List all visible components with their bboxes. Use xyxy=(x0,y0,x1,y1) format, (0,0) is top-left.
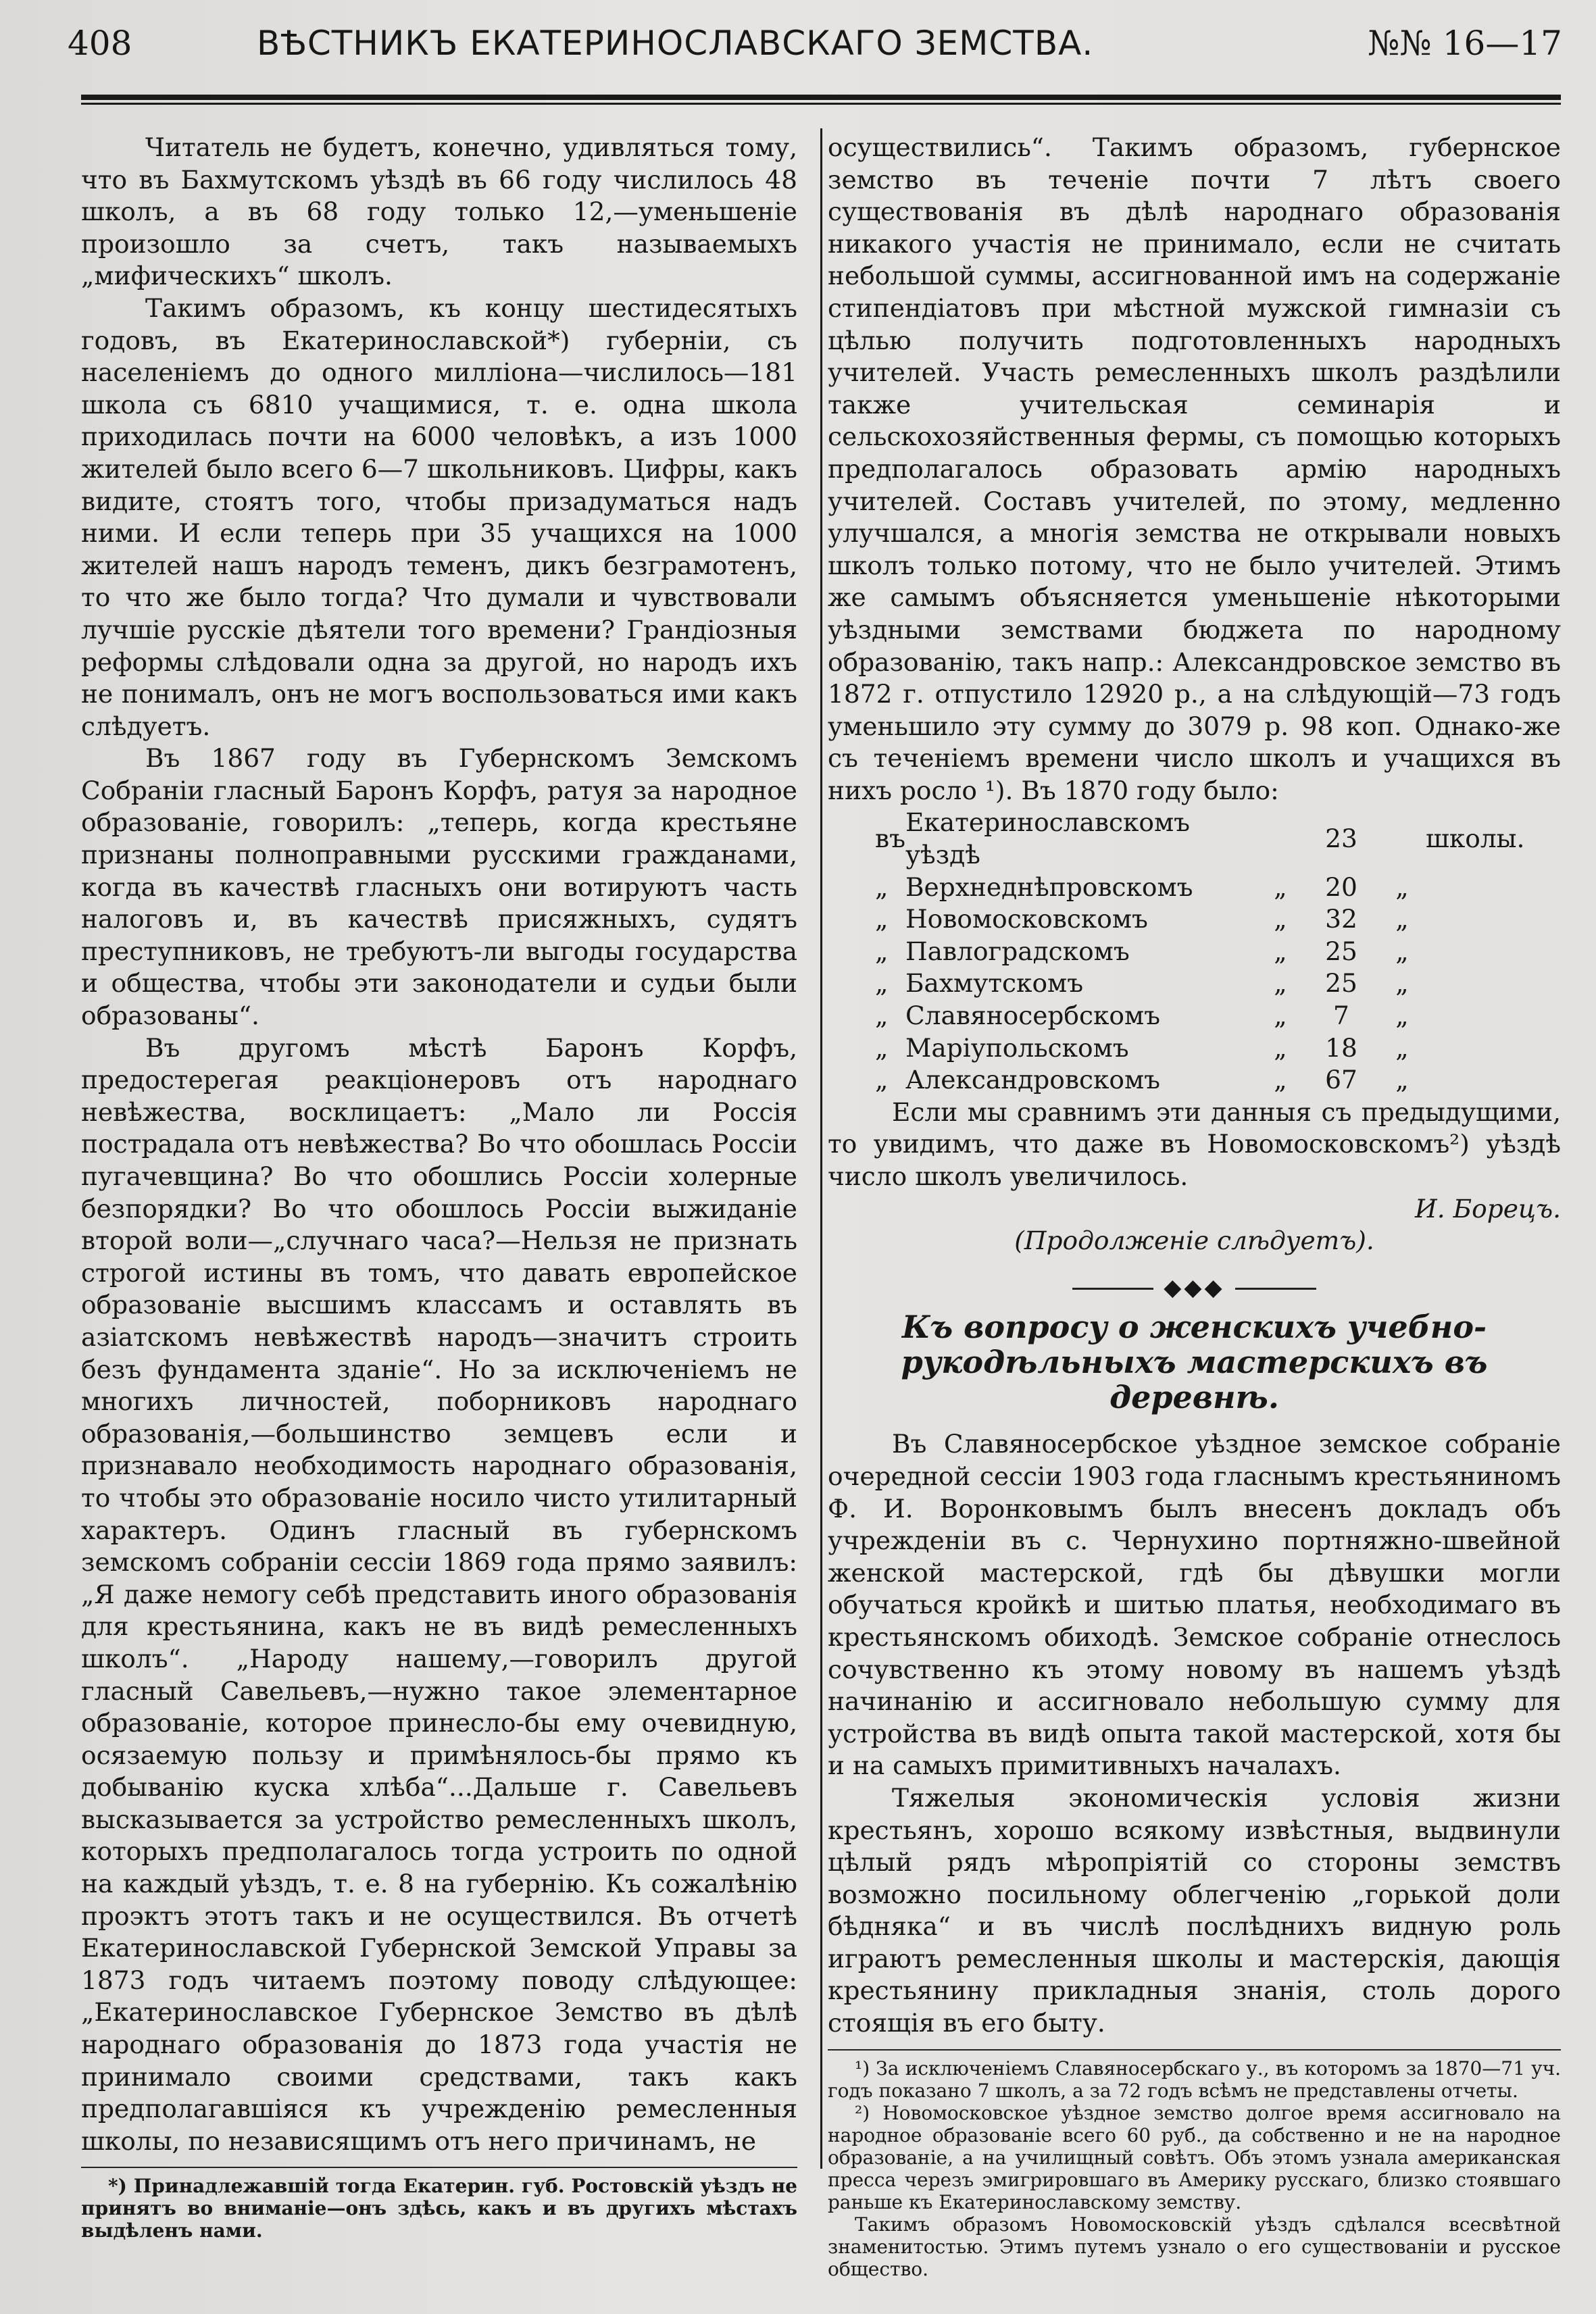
header-rule-thin xyxy=(81,103,1561,105)
table-cell-q2: „ xyxy=(1395,1032,1409,1063)
table-cell-num: 32 xyxy=(1325,904,1357,934)
table-cell-num: 67 xyxy=(1325,1065,1357,1095)
table-cell-name: Верхнеднѣпровскомъ xyxy=(905,872,1193,902)
ornament-divider xyxy=(828,1272,1561,1305)
table-cell-name: Павлоградскомъ xyxy=(905,936,1130,966)
paragraph: Если мы сравнимъ эти данныя съ предыдущими, то увидимъ, что даже въ Новомосковскомъ²) уѣздѣ число школъ увеличилось. xyxy=(828,1097,1561,1191)
footnote-rule xyxy=(828,2049,1561,2051)
header-rule xyxy=(81,95,1561,100)
table-row xyxy=(875,903,1524,936)
footnote: ¹) За исключеніемъ Славяносербскаго у., въ которомъ за 1870—71 уч. годъ показано 7 школъ, а за 72 годъ всѣмъ не представлены отчеты. xyxy=(828,2057,1561,2102)
table-cell-q1: „ xyxy=(1274,904,1287,934)
table-cell-name: Бахмутскомъ xyxy=(905,968,1084,999)
paragraph: Въ 1867 году въ Губернскомъ Земскомъ Собраніи гласный Баронъ Корфъ, ратуя за народное образованіе, говорилъ: „теперь, когда крестьяне признаны полноправными русскими гражданами, когда въ качествѣ гласныхъ они вотируютъ часть налоговъ и, въ качествѣ присяжныхъ, судятъ преступниковъ, не требуютъ-ли выгоды государства и общества, чтобы эти законодатели и судьи были образованы“. xyxy=(81,743,797,1031)
table-cell-q1: „ xyxy=(1274,1032,1287,1063)
table-row xyxy=(875,872,1524,904)
column-divider xyxy=(820,128,822,2169)
table-row xyxy=(875,807,1524,871)
table-cell-q1: „ xyxy=(1274,1001,1287,1031)
table-cell-name: Александровскомъ xyxy=(905,1065,1161,1095)
footnote-rule xyxy=(81,2167,797,2168)
page-number: 408 xyxy=(68,24,132,63)
table-cell-num: 18 xyxy=(1325,1032,1357,1063)
table-cell-name: Славяносербскомъ xyxy=(905,1001,1161,1031)
table-cell-q1: „ xyxy=(1274,936,1287,966)
paragraph: Такимъ образомъ, къ концу шестидесятыхъ годовъ, въ Екатеринославской*) губерніи, съ населеніемъ до одного милліона—числилось—181 школа съ 6810 учащимися, т. е. одна школа приходилась почти на 6000 человѣкъ, а изъ 1000 жителей было всего 6—7 школьниковъ. Цифры, какъ видите, стоятъ того, чтобы призадуматься надъ ними. И если теперь при 35 учащихся на 1000 жителей нашъ народъ теменъ, дикъ безграмотенъ, то что же было тогда? Что думали и чувствовали лучшіе русскіе дѣятели того времени? Грандіозныя реформы слѣдовали одна за другой, но народъ ихъ не понималъ, онъ не могъ воспользоваться ими какъ слѣдуетъ. xyxy=(81,293,797,741)
table-cell-unit xyxy=(1426,872,1524,904)
issue-number: №№ 16—17 xyxy=(1368,24,1562,63)
ornament-diamonds: ◆◆◆ xyxy=(1164,1274,1225,1301)
table-cell-q2 xyxy=(1378,807,1426,871)
table-cell-q2: „ xyxy=(1395,872,1409,902)
author-signature: И. Борецъ. xyxy=(1415,1193,1561,1224)
table-row xyxy=(875,1000,1524,1032)
table-cell-mark: „ xyxy=(875,968,889,999)
table-cell-mark: „ xyxy=(875,872,889,902)
paragraph: осуществились“. Такимъ образомъ, губернское земство въ теченіе почти 7 лѣтъ своего существованія въ дѣлѣ народнаго образованія никакого участія не принимало, если не считать небольшой суммы, ассигнованной имъ на содержаніе стипендіатовъ при мѣстной мужской гимназіи съ цѣлью получить подготовленныхъ народныхъ учителей. Участь ремесленныхъ школъ раздѣлили также учительская семинарія и сельскохозяйственныя фермы, съ помощью которыхъ предполагалось образовать армію народныхъ учителей. Составъ учителей, по этому, медленно улучшался, а многія земства не открывали новыхъ школъ только потому, что не было учителей. Этимъ же самымъ объясняется уменьшеніе нѣкоторыми уѣздными земствами бюджета по народному образованію, такъ напр.: Александровское земство въ 1872 г. отпустило 12920 р., а на слѣдующій—73 годъ уменьшило эту сумму до 3079 р. 98 коп. Однако-же съ теченіемъ времени число школъ и учащихся въ нихъ росло ¹). Въ 1870 году было: xyxy=(828,132,1561,805)
table-cell-q2: „ xyxy=(1395,904,1409,934)
table-cell-unit xyxy=(1426,936,1524,968)
table-cell-num: 23 xyxy=(1325,824,1357,854)
footnote: *) Принадлежавшій тогда Екатерин. губ. Ростовскій уѣздъ не принятъ во вниманіе—онъ здѣсь, какъ и въ другихъ мѣстахъ выдѣленъ нами. xyxy=(81,2175,797,2242)
paragraph: Тяжелыя экономическія условія жизни крестьянъ, хорошо всякому извѣстныя, выдвинули цѣлый рядъ мѣропріятій со стороны земствъ возможно посильному облегченію „горькой доли бѣдняка“ и въ числѣ послѣднихъ видную роль играютъ ремесленныя школы и мастерскія, дающія крестьянину прикладныя знанія, столь дорого стоящія въ его быту. xyxy=(828,1782,1561,2038)
table-cell-unit xyxy=(1426,903,1524,936)
table-cell-mark: въ xyxy=(875,824,905,854)
table-cell-q1: „ xyxy=(1274,1065,1287,1095)
article-title: Къ вопросу о женскихъ учебно-рукодѣльныхъ мастерскихъ въ деревнѣ. xyxy=(901,1309,1488,1416)
table-cell-name: Екатеринославскомъ уѣздѣ xyxy=(905,807,1190,870)
table-row xyxy=(875,936,1524,968)
table-cell-unit xyxy=(1426,1064,1524,1097)
paragraph: Читатель не будетъ, конечно, удивляться тому, что въ Бахмутскомъ уѣздѣ въ 66 году числилось 48 школъ, а въ 68 году только 12,—уменьшеніе произошло за счетъ, такъ называемыхъ „мифическихъ“ школъ. xyxy=(81,132,797,291)
table-cell-mark: „ xyxy=(875,1001,889,1031)
table-cell-q1: „ xyxy=(1274,968,1287,999)
signature-line xyxy=(828,1193,1561,1226)
table-cell-q1: „ xyxy=(1274,872,1287,902)
table-cell-q2: „ xyxy=(1395,936,1409,966)
table-row xyxy=(875,967,1524,1000)
table-row xyxy=(875,1064,1524,1097)
table-cell-unit: школы. xyxy=(1425,824,1525,854)
table-cell-mark: „ xyxy=(875,1032,889,1063)
table-cell-q2: „ xyxy=(1395,1001,1409,1031)
table-cell-q2: „ xyxy=(1395,1065,1409,1095)
table-cell-num: 25 xyxy=(1325,936,1357,966)
right-column xyxy=(828,132,1561,2280)
footnote: ²) Новомосковское уѣздное земство долгое время ассигновало на народное образованіе всего 60 руб., да собственно и не на народное образованіе, а на училищный совѣтъ. Объ этомъ узнала американская пресса черезъ эмигрировшаго въ Америку русскаго, близко стоявшаго раньше къ Екатеринославскому земству. xyxy=(828,2101,1561,2213)
table-cell-q2: „ xyxy=(1395,968,1409,999)
table-cell-name: Маріупольскомъ xyxy=(905,1032,1129,1063)
table-cell-mark: „ xyxy=(875,1065,889,1095)
schools-table xyxy=(875,807,1524,1096)
table-row xyxy=(875,1032,1524,1065)
paragraph: Въ другомъ мѣстѣ Баронъ Корфъ, предостерегая реакціонеровъ отъ народнаго невѣжества, восклицаетъ: „Мало ли Россія пострадала отъ невѣжества? Во что обошлась Россіи пугачевщина? Во что обошлись Россіи холерные безпорядки? Во что обошлось Россіи выжиданіе второй воли—„случнаго часа?—Нельзя не признать строгой истины въ томъ, что давать европейское образованіе высшимъ классамъ и оставлять въ азіатскомъ невѣжествѣ народъ—значитъ строить безъ фундамента зданіе“. Но за исключеніемъ не многихъ личностей, поборниковъ народнаго образованія,—большинство земцевъ если и признавало необходимость народнаго образованія, то чтобы это образованіе носило чисто утилитарный характеръ. Одинъ гласный въ губернскомъ земскомъ собраніи сессіи 1869 года прямо заявилъ: „Я даже немогу себѣ представить иного образованія для крестьянина, какъ не въ видѣ ремесленныхъ школъ“. „Народу нашему,—говорилъ другой гласный Савельевъ,—нужно такое элементарное образованіе, которое принесло-бы ему очевидную, осязаемую пользу и примѣнялось-бы прямо къ добыванію куска хлѣба“...Дальше г. Савельевъ высказывается за устройство ремесленныхъ школъ, которыхъ предполагалось тогда устроить по одной на каждый уѣздъ, т. е. 8 на губернію. Къ сожалѣнію проэктъ этотъ такъ и не осуществился. Въ отчетѣ Екатеринославской Губернской Земской Управы за 1873 годъ читаемъ поэтому поводу слѣдующее: „Екатеринославское Губернское Земство въ дѣлѣ народнаго образованія до 1873 года участія не принимало своими средствами, такъ какъ предполагавшіяся къ учрежденію ремесленныя школы, по независящимъ отъ него причинамъ, не xyxy=(81,1032,797,2156)
table-cell-unit xyxy=(1426,967,1524,1000)
paragraph: Въ Славяносербское уѣздное земское собраніе очередной сессіи 1903 года гласнымъ крестьяниномъ Ф. И. Воронковымъ былъ внесенъ докладъ объ учрежденіи въ с. Чернухино портняжно-швейной женской мастерской, гдѣ бы дѣвушки могли обучаться кройкѣ и шитью платья, необходимаго въ крестьянскомъ обиходѣ. Земское собраніе отнеслось сочувственно къ этому новому въ нашемъ уѣздѣ начинанію и ассигновало небольшую сумму для устройства въ видѣ опыта такой мастерской, хотя бы и на самыхъ примитивныхъ началахъ. xyxy=(828,1429,1561,1781)
table-cell-num: 7 xyxy=(1333,1001,1349,1031)
table-cell-q1 xyxy=(1257,807,1304,871)
continuation-note: (Продолженіе слѣдуетъ). xyxy=(1014,1226,1374,1256)
footnote: Такимъ образомъ Новомосковскій уѣздъ сдѣлался всесвѣтной знаменитостью. Этимъ путемъ узнало о его существованіи и русское общество. xyxy=(828,2213,1561,2280)
table-cell-num: 20 xyxy=(1325,872,1357,902)
table-cell-mark: „ xyxy=(875,936,889,966)
table-cell-unit xyxy=(1426,1032,1524,1065)
journal-title: ВѢСТНИКЪ ЕКАТЕРИНОСЛАВСКАГО ЗЕМСТВА. xyxy=(257,24,1094,63)
table-cell-name: Новомосковскомъ xyxy=(905,904,1148,934)
table-cell-num: 25 xyxy=(1325,968,1357,999)
left-column xyxy=(81,132,797,2242)
table-cell-unit xyxy=(1426,1000,1524,1032)
table-cell-mark: „ xyxy=(875,904,889,934)
